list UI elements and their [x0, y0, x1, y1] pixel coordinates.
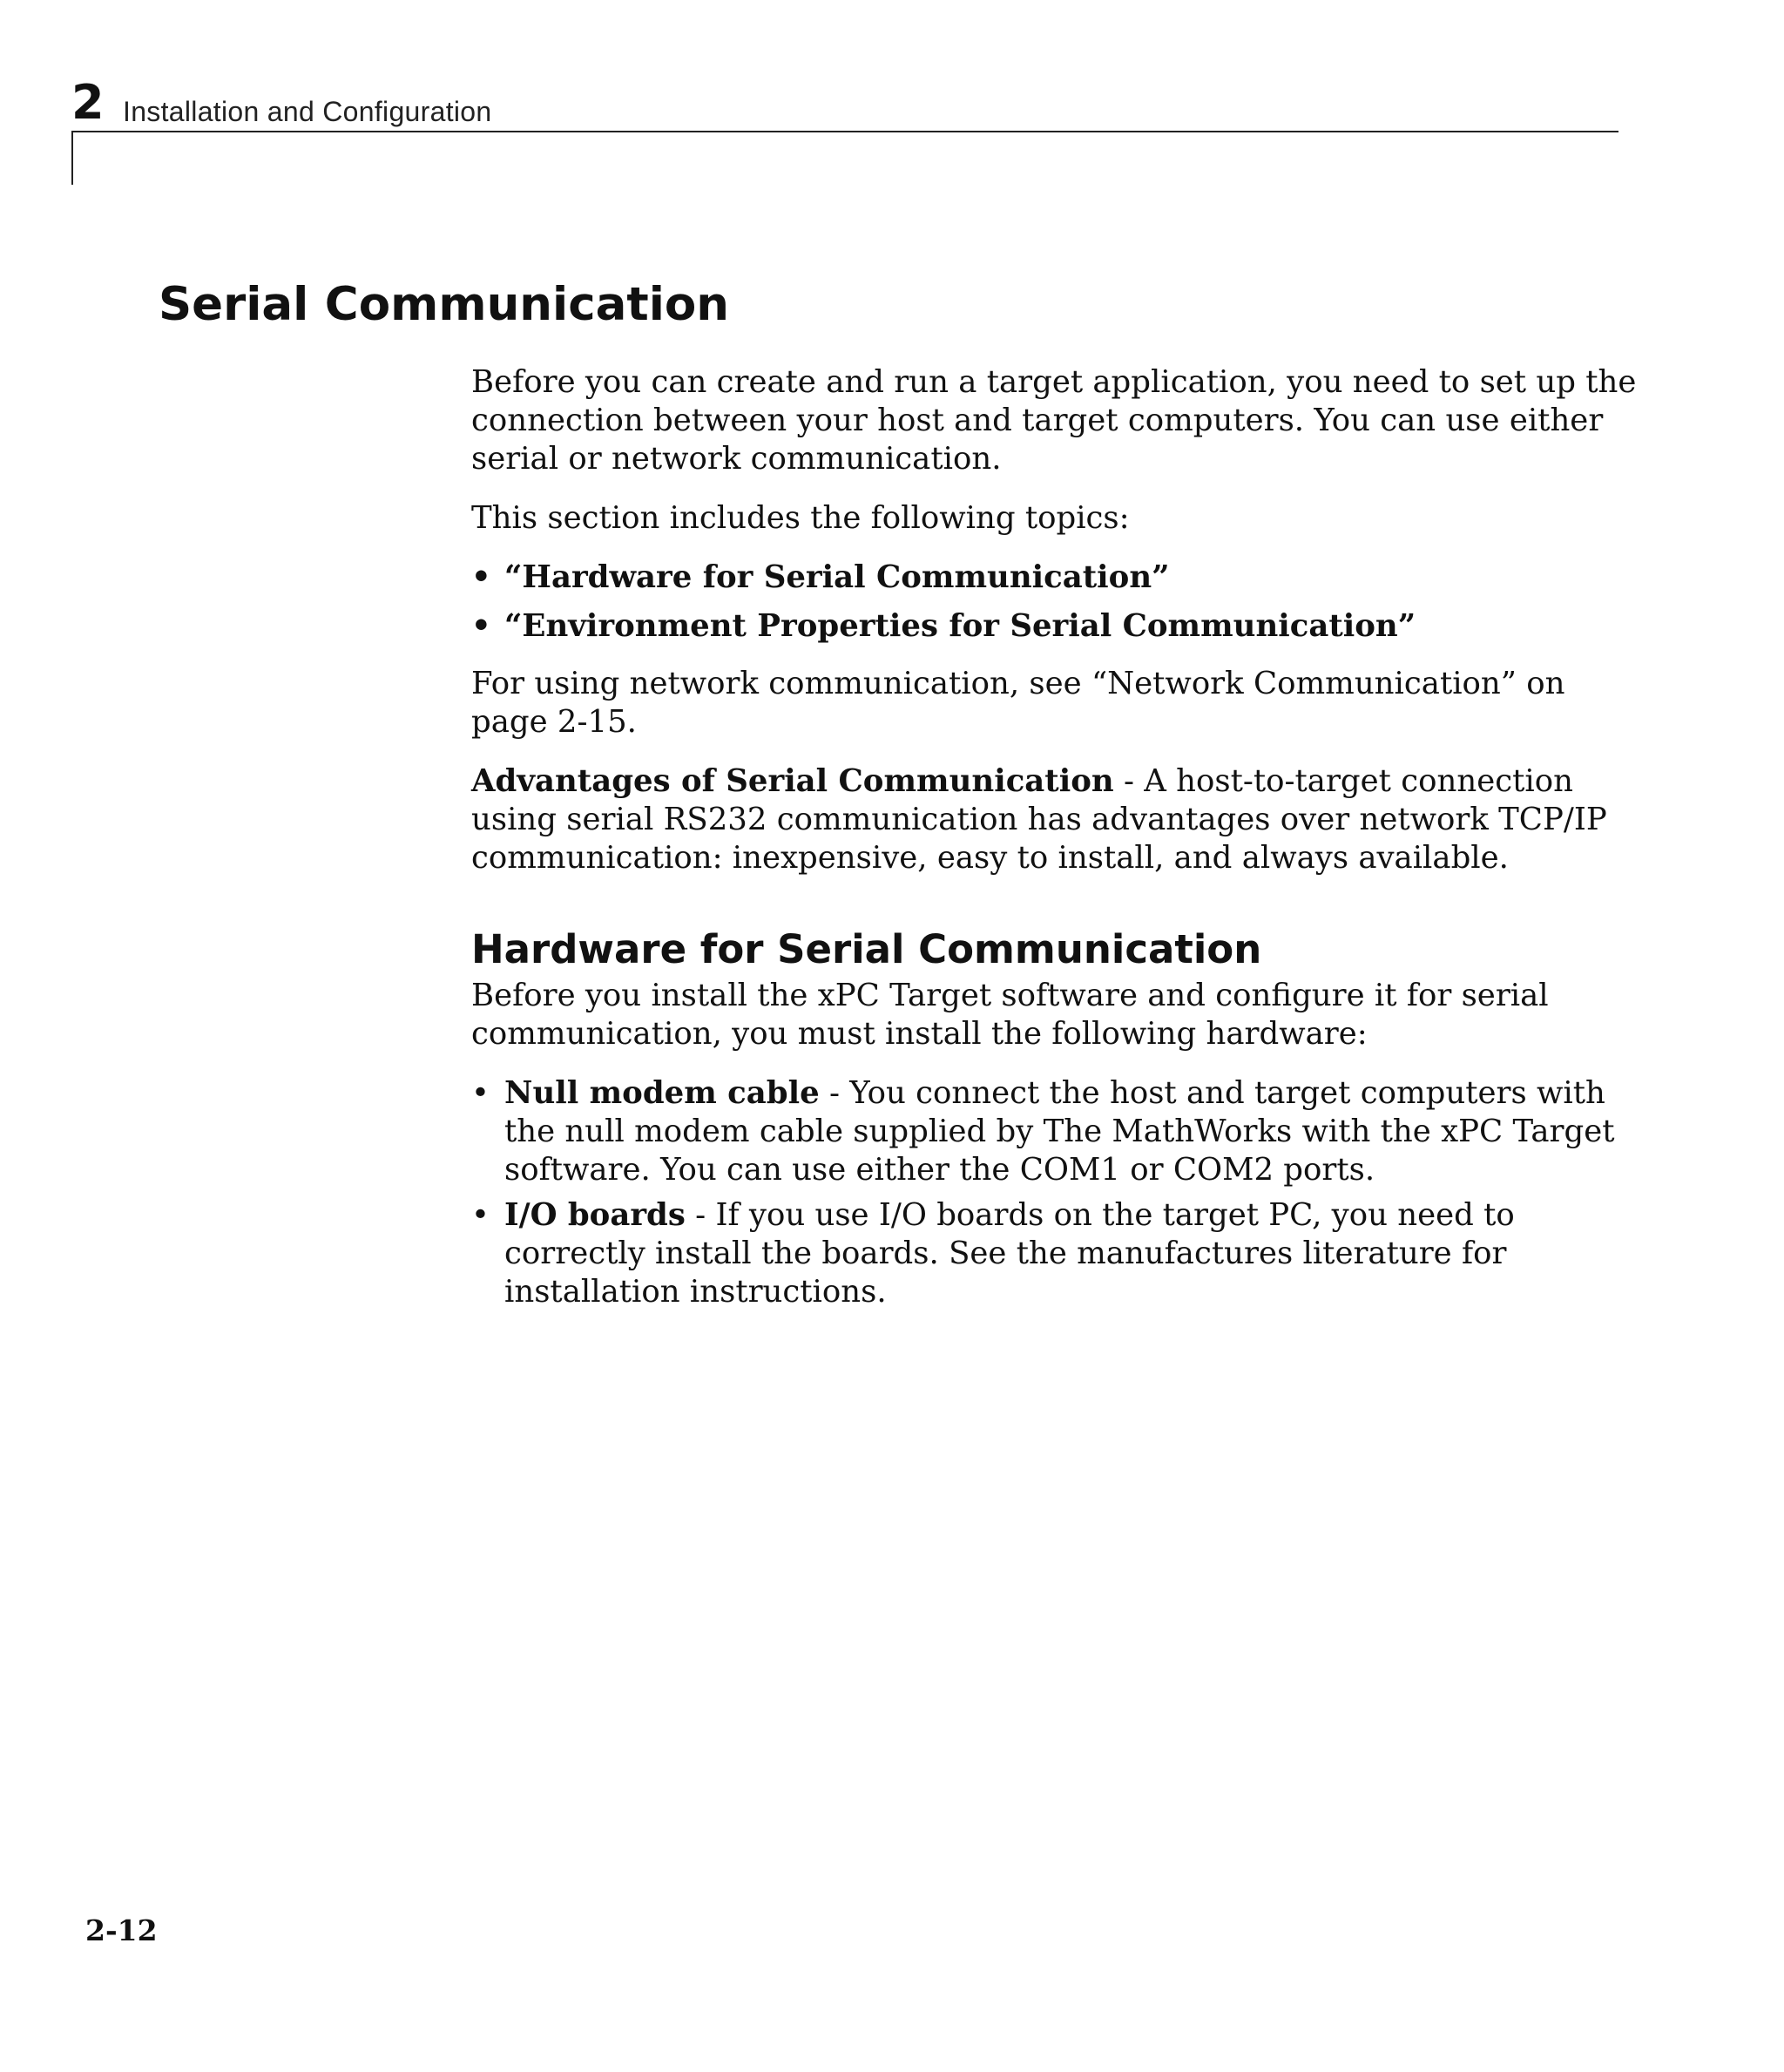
hardware-item-label: Null modem cable [504, 1075, 820, 1111]
advantages-label: Advantages of Serial Communication [471, 763, 1114, 799]
hardware-item-text: - If you use I/O boards on the target PC, you need to correctly install the boards. See the manufactures literature for installation instructions. [504, 1197, 1515, 1310]
bullet-icon: • [471, 1075, 490, 1111]
hardware-item-io-boards [471, 1196, 1639, 1311]
bullet-icon: • [471, 1197, 490, 1233]
advantages-text: - A host-to-target connection using serial RS232 communication has advantages over network TCP/IP communication: inexpensive, easy to install, and always available. [471, 763, 1607, 876]
advantages-paragraph [471, 762, 1639, 877]
bullet-icon: • [471, 559, 491, 595]
hardware-item-label: I/O boards [504, 1197, 686, 1233]
topics-list [471, 559, 1639, 646]
network-reference[interactable]: For using network communication, see “Network Communication” on page 2-15. [471, 666, 1565, 740]
chapter-title: Installation and Configuration [123, 96, 492, 127]
hardware-item-text: - You connect the host and target computers with the null modem cable supplied by The MathWorks with the xPC Target software. You can use either the COM1 or COM2 ports. [504, 1075, 1615, 1188]
topic-link-label: “Hardware for Serial Communication” [504, 559, 1170, 595]
bullet-icon: • [471, 608, 491, 644]
topic-link-label: “Environment Properties for Serial Communication” [504, 608, 1416, 644]
hardware-list [471, 1074, 1639, 1311]
topics-intro: This section includes the following topics: [471, 500, 1130, 536]
topic-link-environment[interactable] [471, 607, 1639, 646]
page-number: 2-12 [85, 1913, 158, 1947]
intro-paragraph: Before you can create and run a target application, you need to set up the connection between your host and target computers. You can use either serial or network communication. [471, 364, 1637, 477]
content-column [471, 363, 1639, 1331]
chapter-number: 2 [71, 75, 105, 130]
hardware-intro: Before you install the xPC Target software and configure it for serial communication, you must install the following hardware: [471, 978, 1549, 1052]
section-title: Serial Communication [159, 278, 730, 331]
header-rule [71, 131, 1618, 132]
topic-link-hardware[interactable] [471, 559, 1639, 597]
header-rule-vertical [71, 131, 73, 185]
subsection-title: Hardware for Serial Communication [471, 926, 1262, 972]
hardware-item-null-modem [471, 1074, 1639, 1189]
